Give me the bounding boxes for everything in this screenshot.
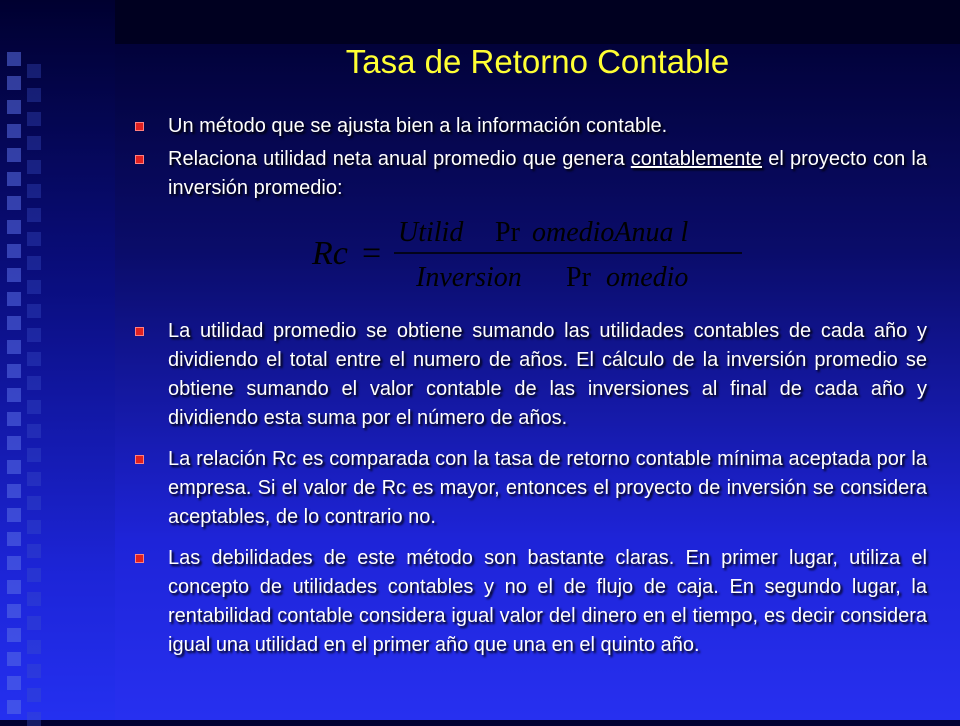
decor-square	[27, 568, 41, 582]
bullet-marker-icon	[135, 554, 144, 563]
decor-square	[27, 184, 41, 198]
decor-square	[27, 376, 41, 390]
decor-square	[27, 448, 41, 462]
decor-square	[27, 664, 41, 678]
bullet-text: La utilidad promedio se obtiene sumando las utilidades contables de cada año y dividiendo el total entre el numero de años. El cálculo de la inversión promedio se obtiene sumando el valor contable de las inversiones al final de cada año y dividiendo esta suma por el número de años.	[168, 320, 927, 429]
bullet-text-start: Relaciona utilidad neta anual promedio que genera	[168, 148, 631, 170]
decor-square	[7, 316, 21, 330]
decor-square	[27, 160, 41, 174]
formula-denominator-3: omedio	[606, 262, 689, 293]
formula-numerator-2: Pr	[495, 217, 520, 248]
decor-square	[7, 412, 21, 426]
bullet-item-4	[135, 445, 927, 532]
bullet-text-underlined: contablemente	[630, 148, 762, 170]
decor-square	[27, 712, 41, 726]
slide-title: Tasa de Retorno Contable	[345, 43, 730, 80]
decor-square	[27, 400, 41, 414]
decor-square	[27, 688, 41, 702]
decor-square	[27, 352, 41, 366]
decor-square	[7, 676, 21, 690]
decor-square	[7, 172, 21, 186]
formula-lhs: Rc	[312, 235, 348, 272]
formula-numerator-1: Utilid	[398, 217, 464, 248]
formula-equals: =	[362, 235, 382, 272]
decorative-squares	[7, 0, 27, 720]
bullet-text: Un método que se ajusta bien a la información contable.	[168, 115, 668, 137]
formula-numerator-3: omedioAnua l	[532, 217, 689, 248]
decor-square	[27, 328, 41, 342]
formula	[310, 215, 750, 295]
decor-square	[27, 640, 41, 654]
bullet-text: La relación Rc es comparada con la tasa de retorno contable mínima aceptada por la empresa. Si el valor de Rc es mayor, entonces el proyecto de inversión se considera aceptables, de lo contrario no.	[168, 448, 927, 528]
decor-square	[27, 592, 41, 606]
bullet-marker-icon	[135, 122, 144, 131]
decor-square	[27, 88, 41, 102]
decor-square	[7, 148, 21, 162]
bullet-marker-icon	[135, 455, 144, 464]
bullet-item-1	[135, 112, 927, 141]
bullet-text-end: el proyecto con la inversión promedio:	[168, 148, 927, 199]
decor-square	[27, 304, 41, 318]
decor-square	[7, 124, 21, 138]
bullet-item-5	[135, 544, 927, 660]
decor-square	[27, 544, 41, 558]
decor-square	[7, 700, 21, 714]
decor-square	[7, 628, 21, 642]
decor-square	[7, 268, 21, 282]
decor-square	[7, 484, 21, 498]
formula-denominator-2: Pr	[566, 262, 591, 293]
decor-square	[27, 232, 41, 246]
decor-square	[27, 208, 41, 222]
decor-square	[7, 52, 21, 66]
decor-square	[7, 244, 21, 258]
decor-square	[7, 292, 21, 306]
decor-square	[27, 280, 41, 294]
decor-square	[7, 460, 21, 474]
bullet-marker-icon	[135, 327, 144, 336]
decor-square	[7, 76, 21, 90]
decor-square	[27, 424, 41, 438]
decor-square	[27, 472, 41, 486]
decor-square	[7, 436, 21, 450]
decor-square	[27, 616, 41, 630]
decor-square	[7, 364, 21, 378]
bullet-list	[135, 112, 927, 660]
decor-square	[7, 388, 21, 402]
decor-square	[7, 652, 21, 666]
bullet-text: Las debilidades de este método son bastante claras. En primer lugar, utiliza el concepto de utilidades contables y no el de flujo de caja. En segundo lugar, la rentabilidad contable considera igual valor del dinero en el tiempo, es decir considera igual una utilidad en el primer año que una en el quinto año.	[168, 547, 927, 656]
decor-square	[7, 556, 21, 570]
left-decorative-strip	[0, 0, 115, 720]
decor-square	[7, 100, 21, 114]
bullet-item-3	[135, 317, 927, 433]
decor-square	[7, 508, 21, 522]
bullet-item-2	[135, 145, 927, 203]
decor-square	[7, 340, 21, 354]
top-bar	[115, 0, 960, 44]
decor-square	[7, 532, 21, 546]
decor-square	[27, 64, 41, 78]
decor-square	[7, 220, 21, 234]
bullet-marker-icon	[135, 155, 144, 164]
decor-square	[27, 520, 41, 534]
formula-denominator-1: Inversion	[416, 262, 522, 293]
decor-square	[7, 604, 21, 618]
decor-square	[27, 112, 41, 126]
decor-square	[27, 136, 41, 150]
decor-square	[27, 256, 41, 270]
decor-square	[27, 496, 41, 510]
decor-square	[7, 196, 21, 210]
decor-square	[7, 580, 21, 594]
